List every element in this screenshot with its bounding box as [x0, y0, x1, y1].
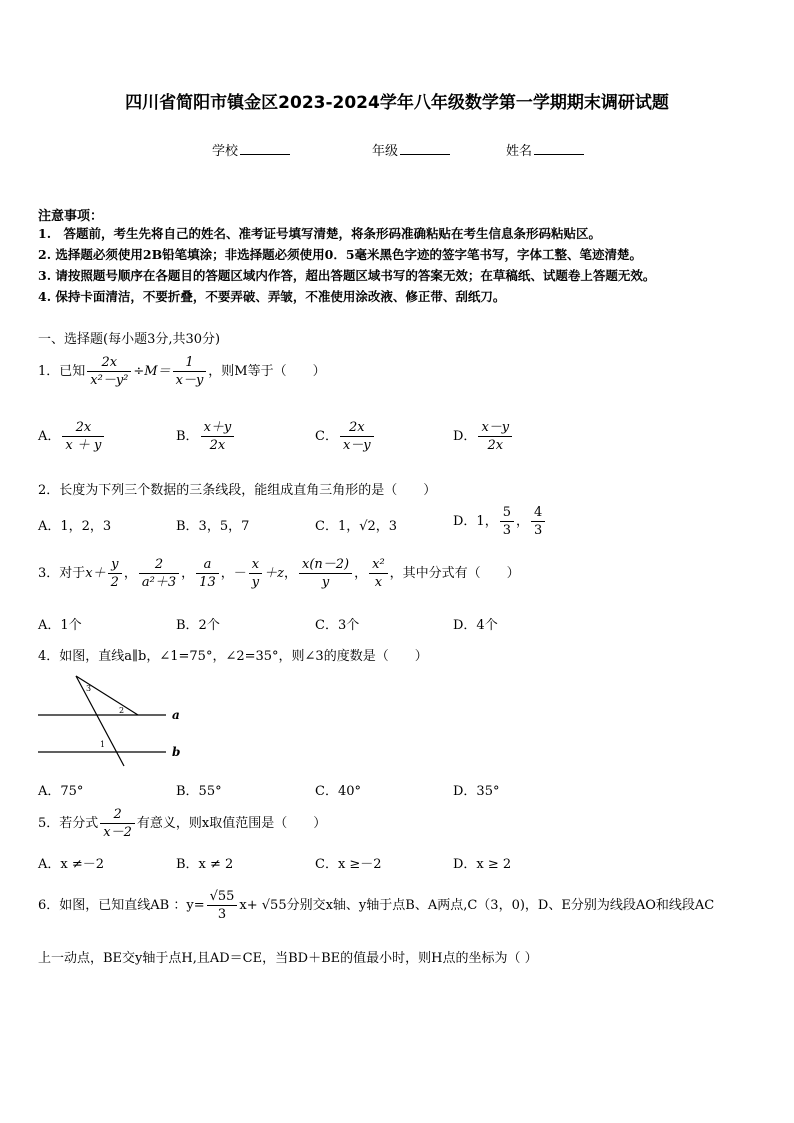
- option-a: A．1，2，3: [38, 519, 112, 534]
- option-c: C．40°: [315, 784, 361, 799]
- option-d: D．35°: [453, 784, 500, 799]
- question-6-continued: 上一动点，BE交y轴于点H,且AD＝CE，当BD＋BE的值最小时，则H点的坐标为（ ）: [38, 951, 538, 966]
- question-5: 5．若分式 $\frac{2}{x-2}$ 有意义，则x取值范围是（ ）: [38, 807, 327, 840]
- notice-item: 1. 答题前，考生先将自己的姓名、准考证号填写清楚，将条形码准确粘贴在考生信息条形码粘贴区。: [38, 226, 602, 241]
- option-a: A．75°: [38, 784, 84, 799]
- section-heading: 一、选择题(每小题3分,共30分): [38, 332, 221, 347]
- school-field: 学校: [212, 140, 290, 159]
- angle-3-label: 3: [86, 684, 92, 693]
- notice-item: 2. 选择题必须使用2B铅笔填涂；非选择题必须使用0．5毫米黑色字迹的签字笔书写，字体工整、笔迹清楚。: [38, 247, 643, 262]
- parallel-lines-figure: [38, 672, 198, 772]
- option-b: B．3，5，7: [176, 519, 250, 534]
- angle-1-label: 1: [100, 740, 106, 749]
- option-a: A．1个: [38, 618, 82, 633]
- grade-field: 年级: [372, 140, 450, 159]
- option-b: B．55°: [176, 784, 222, 799]
- question-6: 6．如图，已知直线AB ：y= $\frac{√55}{3}$ x+ √55分别交x轴、y轴于点B、A两点,C（3，0)，D、E分别为线段AO和线段AC: [38, 889, 715, 922]
- line-b-label: b: [172, 745, 181, 759]
- option-c: C．3个: [315, 618, 360, 633]
- question-1: 1．已知 $\frac{2x}{\text{x²－y²}}$ ÷M＝ $\frac{1}{x-y}$ ，则M等于（ ）: [38, 355, 326, 388]
- line-a-label: a: [172, 708, 180, 722]
- question-4: 4．如图，直线a∥b，∠1=75°，∠2=35°，则∠3的度数是（ ）: [38, 649, 428, 664]
- page-title: 四川省简阳市镇金区2023-2024学年八年级数学第一学期期末调研试题: [125, 93, 669, 113]
- angle-2-label: 2: [119, 706, 125, 715]
- option-d: D．4个: [453, 618, 498, 633]
- option-a: A．x ≠－2: [38, 857, 105, 872]
- option-a: A． $\frac{2x}{x + y}$: [38, 419, 106, 454]
- option-d: D．1， $\frac{5}{3}$ ， $\frac{4}{3}$: [453, 504, 547, 539]
- option-b: B． $\frac{x+y}{2x}$: [176, 419, 236, 454]
- option-d: D．x ≥ 2: [453, 857, 512, 872]
- option-c: C．x ≥－2: [315, 857, 382, 872]
- question-2: 2．长度为下列三个数据的三条线段，能组成直角三角形的是（ ）: [38, 483, 437, 498]
- notice-item: 4. 保持卡面清洁，不要折叠，不要弄破、弄皱，不准使用涂改液、修正带、刮纸刀。: [38, 289, 506, 304]
- option-d: D． $\frac{x-y}{2x}$: [453, 419, 514, 454]
- option-b: B．x ≠ 2: [176, 857, 234, 872]
- name-field: 姓名: [506, 140, 584, 159]
- option-c: C．1，√2，3: [315, 519, 398, 534]
- notice-item: 3. 请按照题号顺序在各题目的答题区域内作答，超出答题区域书写的答案无效；在草稿纸、试题卷上答题无效。: [38, 268, 656, 283]
- option-c: C． $\frac{2x}{x-y}$: [315, 419, 376, 454]
- option-b: B．2个: [176, 618, 220, 633]
- notice-heading: 注意事项：: [38, 209, 104, 224]
- question-3: 3．对于x＋ $\frac{y}{2}$ ， $\frac{2}{\text{a²＋3}}$ ， $\frac{a}{13}$ ，－ $\frac{x}{y}$ ＋z， $\frac{x(n-2)}{y}$ ， $\frac{\text{x²}}{x}$ ，其中分式有（ ）: [38, 557, 520, 590]
